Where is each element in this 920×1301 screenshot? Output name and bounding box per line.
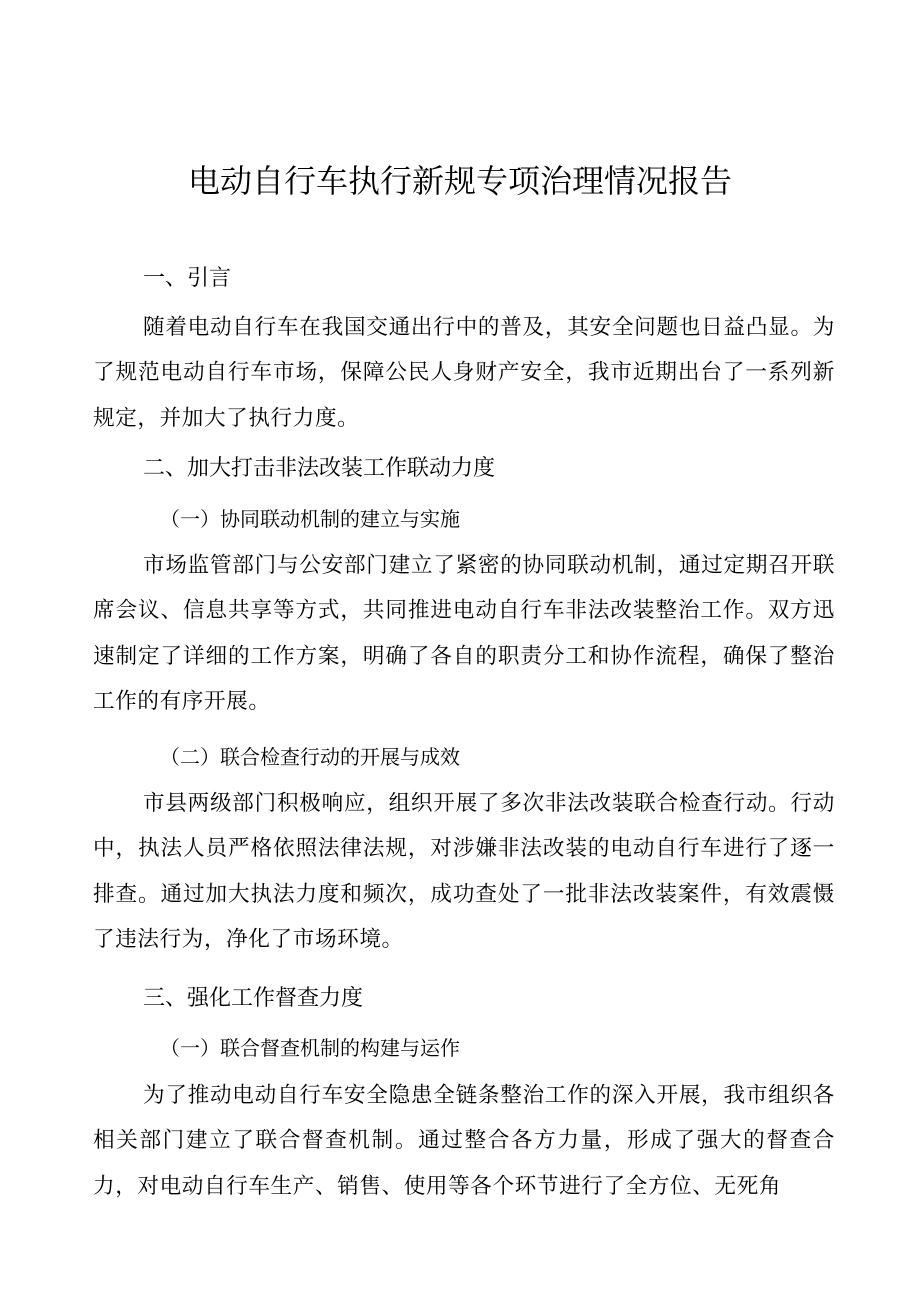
subsection-heading-joint-supervision: （一）联合督查机制的构建与运作 (160, 1036, 460, 1060)
subsection-heading-joint-inspection: （二）联合检查行动的开展与成效 (160, 745, 460, 769)
paragraph-introduction: 随着电动自行车在我国交通出行中的普及，其安全问题也日益凸显。为了规范电动自行车市场，保障公民人身财产安全，我市近期出台了一系列新规定，并加大了执行力度。 (93, 315, 835, 431)
paragraph-joint-supervision: 为了推动电动自行车安全隐患全链条整治工作的深入开展，我市组织各相关部门建立了联合督查机制。通过整合各方力量，形成了强大的督查合力，对电动自行车生产、销售、使用等各个环节进行了全方位、无死角 (93, 1083, 835, 1199)
section-heading-modification-crackdown: 二、加大打击非法改装工作联动力度 (143, 456, 496, 481)
subsection-heading-coordination-mechanism: （一）协同联动机制的建立与实施 (160, 507, 460, 531)
paragraph-joint-inspection: 市县两级部门积极响应，组织开展了多次非法改装联合检查行动。行动中，执法人员严格依照法律法规，对涉嫌非法改装的电动自行车进行了逐一排查。通过加大执法力度和频次，成功查处了一批非法改装案件，有效震慑了违法行为，净化了市场环境。 (93, 791, 835, 953)
document-title: 电动自行车执行新规专项治理情况报告 (187, 162, 732, 200)
section-heading-supervision: 三、强化工作督查力度 (143, 986, 364, 1011)
section-heading-introduction: 一、引言 (143, 266, 232, 291)
paragraph-coordination-mechanism: 市场监管部门与公安部门建立了紧密的协同联动机制，通过定期召开联席会议、信息共享等方式，共同推进电动自行车非法改装整治工作。双方迅速制定了详细的工作方案，明确了各自的职责分工和协作流程，确保了整治工作的有序开展。 (93, 553, 835, 715)
